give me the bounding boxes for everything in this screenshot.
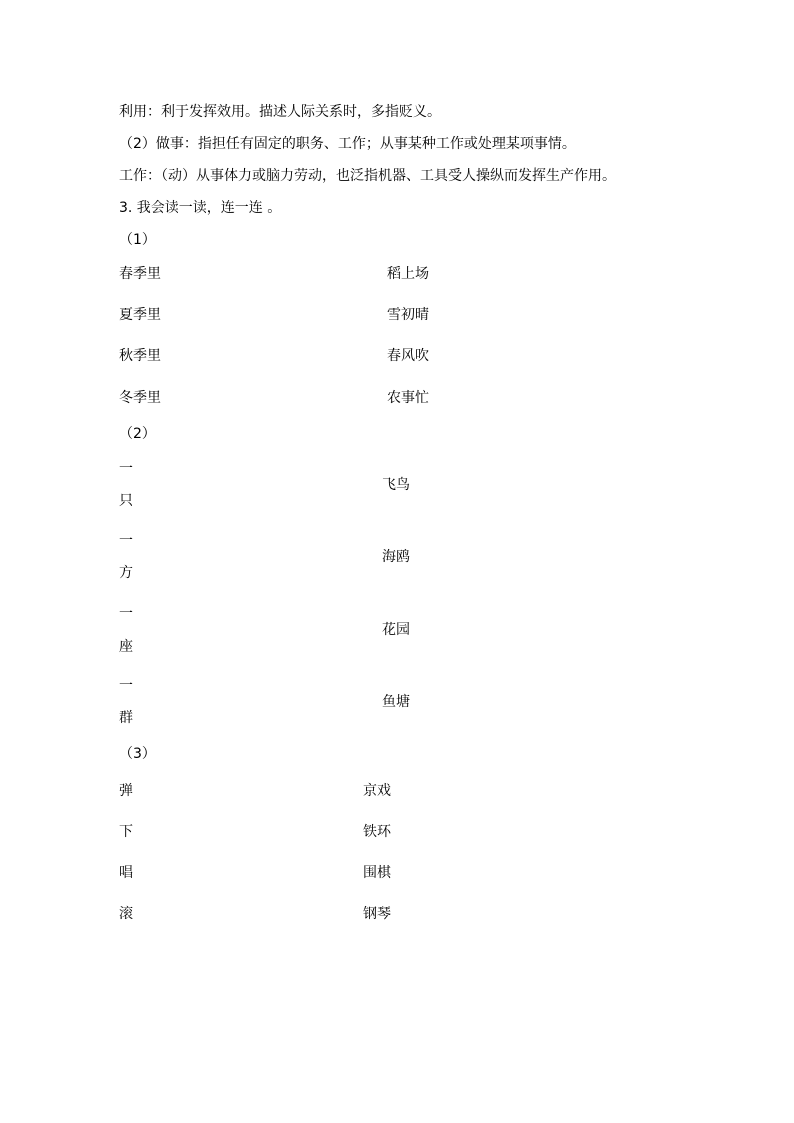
part-2-right-item: 飞鸟: [382, 477, 410, 493]
part-2-right-item: 花园: [382, 622, 410, 638]
part-2-right-item: 海鸥: [382, 549, 410, 565]
part-3-label: （3）: [119, 746, 156, 762]
part-1-left-item: 夏季里: [119, 307, 161, 323]
part-3-left-item: 弹: [119, 783, 133, 799]
part-2-left-top: 一: [119, 461, 133, 477]
part-2-left-top: 一: [119, 678, 133, 694]
part-1-right-item: 雪初晴: [387, 307, 429, 323]
part-1-right-item: 稻上场: [387, 266, 429, 282]
part-2-left-top: 一: [119, 606, 133, 622]
part-2-right-item: 鱼塘: [382, 694, 410, 710]
part-1-label: （1）: [119, 232, 156, 248]
part-3-right-item: 铁环: [363, 824, 391, 840]
part-3-left-item: 滚: [119, 906, 133, 922]
part-2-left-bottom: 方: [119, 565, 133, 581]
part-3-right-item: 京戏: [363, 783, 391, 799]
question-title: 3. 我会读一读，连一连 。: [119, 200, 282, 216]
part-1-left-item: 秋季里: [119, 348, 161, 364]
part-1-right-item: 春风吹: [387, 348, 429, 364]
definition-line-1: 利用：利于发挥效用。描述人际关系时，多指贬义。: [119, 104, 441, 120]
part-2-left-top: 一: [119, 533, 133, 549]
part-2-left-bottom: 只: [119, 493, 133, 509]
definition-line-2: （2）做事：指担任有固定的职务、工作；从事某种工作或处理某项事情。: [119, 136, 576, 152]
part-3-right-item: 钢琴: [363, 906, 391, 922]
part-1-right-item: 农事忙: [387, 390, 429, 406]
part-2-label: （2）: [119, 426, 156, 442]
part-1-left-item: 春季里: [119, 266, 161, 282]
part-2-left-bottom: 群: [119, 710, 133, 726]
part-2-left-bottom: 座: [119, 639, 133, 655]
part-3-right-item: 围棋: [363, 865, 391, 881]
part-3-left-item: 唱: [119, 865, 133, 881]
definition-line-3: 工作：（动）从事体力或脑力劳动，也泛指机器、工具受人操纵而发挥生产作用。: [119, 168, 616, 184]
part-1-left-item: 冬季里: [119, 390, 161, 406]
part-3-left-item: 下: [119, 824, 133, 840]
